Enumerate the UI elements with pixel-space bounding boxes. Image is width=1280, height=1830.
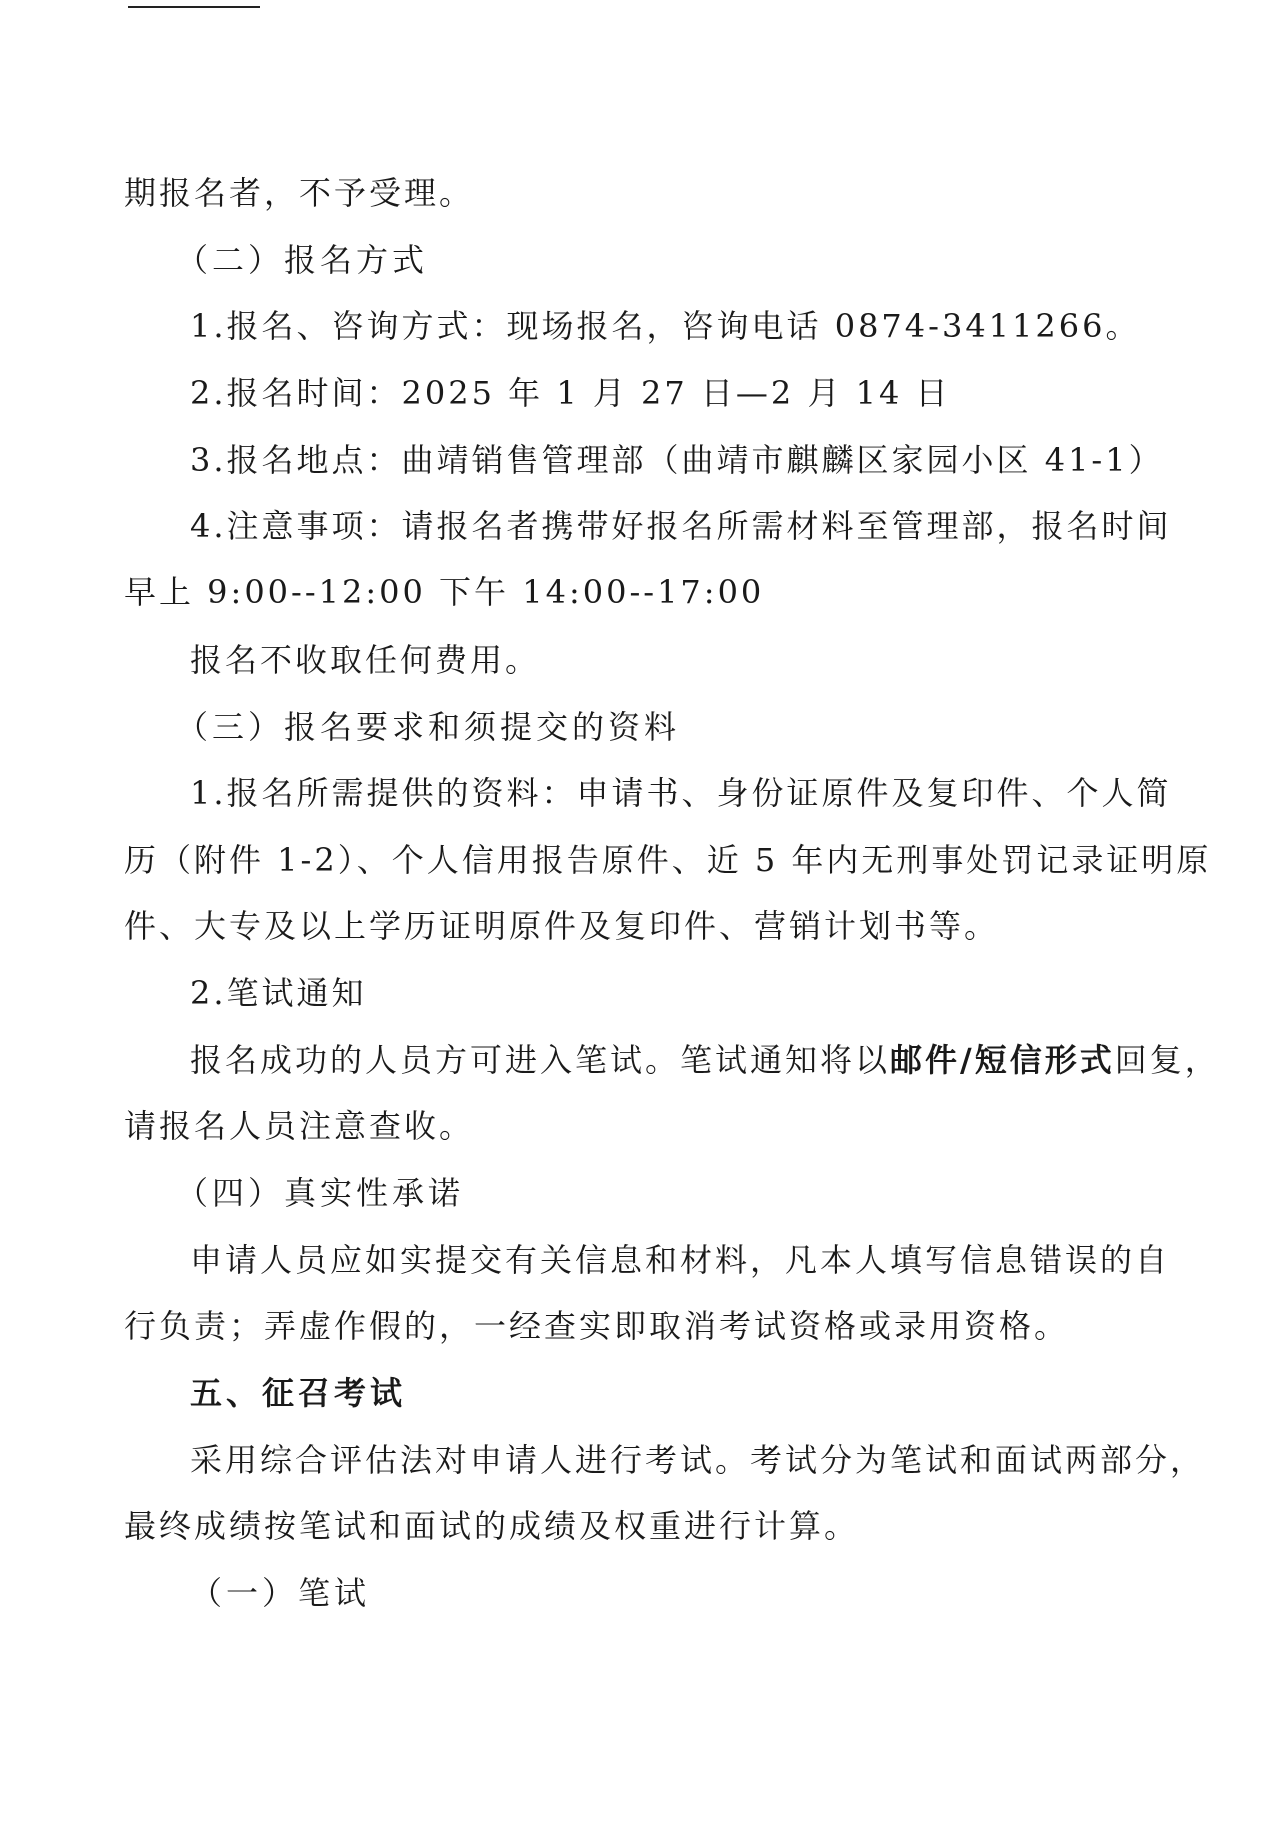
paragraph-line: 4.注意事项：请报名者携带好报名所需材料至管理部，报名时间 [190, 507, 1172, 545]
section-heading-exam: 五、征召考试 [190, 1374, 407, 1412]
bold-text-segment: 邮件/短信形式 [890, 1041, 1115, 1079]
paragraph-line: 1.报名所需提供的资料：申请书、身份证原件及复印件、个人简 [190, 774, 1172, 812]
paragraph-line: 申请人员应如实提交有关信息和材料，凡本人填写信息错误的自 [190, 1241, 1171, 1279]
top-rule [128, 6, 260, 8]
paragraph-line: 2.笔试通知 [190, 974, 367, 1012]
section-heading-requirements: （三）报名要求和须提交的资料 [176, 708, 681, 746]
paragraph-line: 件、大专及以上学历证明原件及复印件、营销计划书等。 [124, 907, 1000, 945]
paragraph-line: 期报名者，不予受理。 [124, 174, 475, 212]
paragraph-line: 报名不收取任何费用。 [190, 641, 541, 679]
section-heading-authenticity: （四）真实性承诺 [176, 1174, 465, 1212]
text-segment: 回复， [1114, 1041, 1220, 1079]
paragraph-line: 早上 9:00--12:00 下午 14:00--17:00 [124, 573, 765, 611]
paragraph-line: 最终成绩按笔试和面试的成绩及权重进行计算。 [124, 1507, 860, 1545]
paragraph-line: 1.报名、咨询方式：现场报名，咨询电话 0874-3411266。 [190, 307, 1141, 345]
paragraph-line: 行负责；弄虚作假的，一经查实即取消考试资格或录用资格。 [124, 1307, 1070, 1345]
section-heading-registration-method: （二）报名方式 [176, 241, 429, 279]
text-segment: 报名成功的人员方可进入笔试。笔试通知将以 [190, 1041, 891, 1079]
paragraph-line: 请报名人员注意查收。 [124, 1107, 475, 1145]
paragraph-line: 采用综合评估法对申请人进行考试。考试分为笔试和面试两部分， [190, 1441, 1206, 1479]
paragraph-line: 3.报名地点：曲靖销售管理部（曲靖市麒麟区家园小区 41-1） [190, 441, 1164, 479]
paragraph-line: 2.报名时间：2025 年 1 月 27 日—2 月 14 日 [190, 374, 951, 412]
section-heading-written-exam: （一）笔试 [190, 1574, 371, 1612]
paragraph-line: 历（附件 1-2）、个人信用报告原件、近 5 年内无刑事处罚记录证明原 [124, 841, 1212, 879]
paragraph-line-mixed [190, 1040, 1220, 1080]
